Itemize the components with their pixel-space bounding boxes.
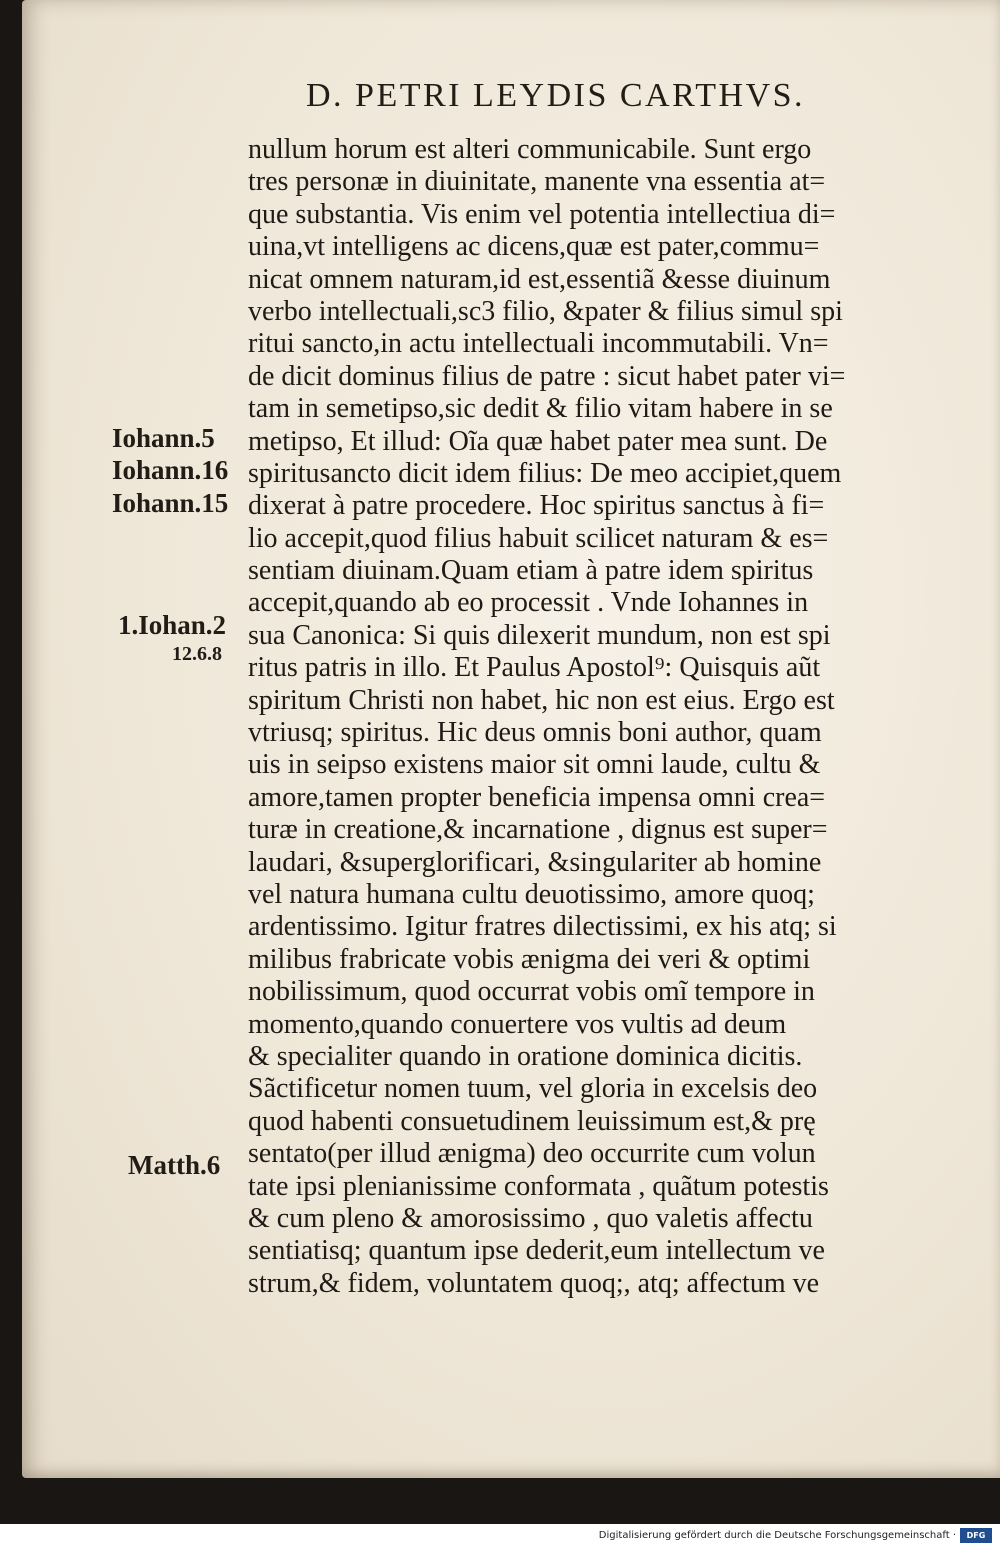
text-line: sentiam diuinam.Quam etiam à patre idem spiritus bbox=[248, 555, 814, 587]
text-line: dixerat à patre procedere. Hoc spiritus sanctus à fi= bbox=[248, 490, 825, 522]
margin-note: 1.Iohan.2 bbox=[118, 610, 227, 640]
text-line: vtriusq; spiritus. Hic deus omnis boni author, quam bbox=[248, 717, 822, 749]
text-line: accepit,quando ab eo processit . Vnde Iohannes in bbox=[248, 587, 809, 619]
text-line: strum,& fidem, voluntatem quoq;, atq; affectum ve bbox=[248, 1267, 820, 1299]
main-text-block bbox=[248, 134, 954, 1300]
text-line: nobilissimum, quod occurrat vobis omĩ tempore in bbox=[248, 976, 815, 1008]
text-line: sentiatisq; quantum ipse dederit,eum intellectum ve bbox=[248, 1235, 825, 1267]
running-header: D. PETRI LEYDIS CARTHVS. bbox=[306, 77, 806, 114]
text-line: nullum horum est alteri communicabile. Sunt ergo bbox=[248, 134, 812, 165]
text-line: sentato(per illud ænigma) deo occurrite cum volun bbox=[248, 1138, 816, 1170]
text-line: spiritum Christi non habet, hic non est eius. Ergo est bbox=[248, 684, 835, 716]
text-line: que substantia. Vis enim vel potentia intellectiua di= bbox=[248, 198, 836, 230]
margin-note: Iohann.5 bbox=[112, 423, 215, 453]
text-line: & specialiter quando in oratione dominica dicitis. bbox=[248, 1040, 803, 1072]
text-line: ritui sancto,in actu intellectuali incommutabili. Vn= bbox=[248, 328, 829, 360]
text-line: de dicit dominus filius de patre : sicut habet pater vi= bbox=[248, 360, 846, 392]
text-line: momento,quando conuertere vos vultis ad deum bbox=[248, 1008, 787, 1040]
text-line: verbo intellectuali,sc3 filio, &pater & filius simul spi bbox=[248, 295, 843, 327]
text-line: uina,vt intelligens ac dicens,quæ est pater,commu= bbox=[248, 231, 820, 263]
text-line: Sãctificetur nomen tuum, vel gloria in excelsis deo bbox=[248, 1073, 818, 1105]
margin-note: Iohann.16 bbox=[112, 455, 229, 485]
text-line: uis in seipso existens maior sit omni laude, cultu & bbox=[248, 749, 821, 781]
text-line: nicat omnem naturam,id est,essentiã &esse diuinum bbox=[248, 263, 831, 295]
text-line: vel natura humana cultu deuotissimo, amore quoq; bbox=[248, 878, 815, 910]
text-line: & cum pleno & amorosissimo , quo valetis affectu bbox=[248, 1202, 813, 1234]
text-line: milibus frabricate vobis ænigma dei veri & optimi bbox=[248, 943, 811, 975]
text-line: turæ in creatione,& incarnatione , dignus est super= bbox=[248, 814, 828, 846]
text-line: laudari, &superglorificari, &singulariter ab homine bbox=[248, 846, 822, 878]
text-line: tate ipsi plenianissime conformata , quãtum potestis bbox=[248, 1170, 829, 1202]
margin-note: Iohann.15 bbox=[112, 488, 229, 518]
text-line: tam in semetipso,sic dedit & filio vitam habere in se bbox=[248, 393, 833, 425]
text-line: lio accepit,quod filius habuit scilicet naturam & es= bbox=[248, 522, 829, 554]
text-line: quod habenti consuetudinem leuissimum est,& prę bbox=[248, 1105, 816, 1137]
margin-note: Matth.6 bbox=[128, 1150, 221, 1180]
text-line: metipso, Et illud: Oĩa quæ habet pater mea sunt. De bbox=[248, 425, 828, 457]
text-line: tres personæ in diuinitate, manente vna essentia at= bbox=[248, 166, 826, 198]
text-line: ritus patris in illo. Et Paulus Apostol⁹: Quisquis aũt bbox=[248, 652, 821, 684]
footer-credit: Digitalisierung gefördert durch die Deutsche Forschungsgemeinschaft · bbox=[598, 1530, 956, 1541]
footer-bar bbox=[0, 1524, 1000, 1548]
text-line: amore,tamen propter beneficia impensa omni crea= bbox=[248, 781, 826, 813]
text-line: ardentissimo. Igitur fratres dilectissimi, ex his atq; si bbox=[248, 911, 837, 943]
text-line: sua Canonica: Si quis dilexerit mundum, non est spi bbox=[248, 619, 831, 651]
margin-note: 12.6.8 bbox=[172, 643, 222, 665]
text-line: spiritusancto dicit idem filius: De meo accipiet,quem bbox=[248, 457, 842, 489]
dfg-logo-icon: DFG bbox=[960, 1528, 992, 1543]
